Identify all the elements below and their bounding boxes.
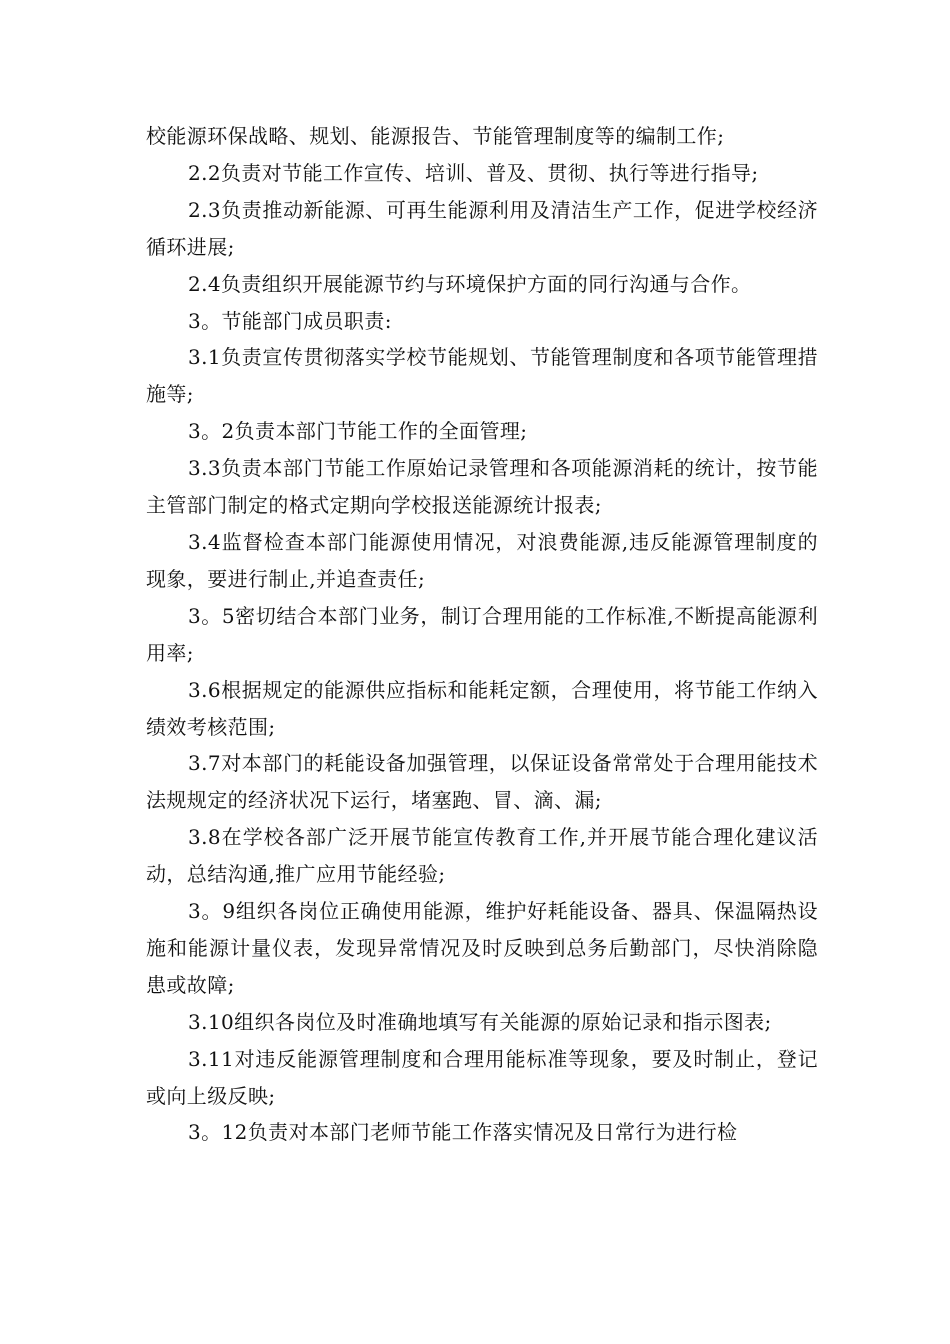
paragraph-3-12: 3。12负责对本部门老师节能工作落实情况及日常行为进行检 — [188, 1120, 738, 1145]
paragraph-2-3: 2.3负责推动新能源、可再生能源利用及清洁生产工作，促进学校经济循环进展; — [146, 197, 818, 259]
paragraph-2-4: 2.4负责组织开展能源节约与环境保护方面的同行沟通与合作。 — [188, 271, 752, 296]
section-heading-3: 3。节能部门成员职责: — [188, 308, 392, 333]
paragraph-3-11: 3.11对违反能源管理制度和合理用能标准等现象，要及时制止，登记或向上级反映; — [146, 1046, 818, 1108]
document-body — [146, 118, 818, 1151]
paragraph-3-7: 3.7对本部门的耗能设备加强管理，以保证设备常常处于合理用能技术法规规定的经济状况下运行，堵塞跑、冒、滴、漏; — [146, 751, 818, 813]
paragraph-2-2: 2.2负责对节能工作宣传、培训、普及、贯彻、执行等进行指导; — [188, 160, 759, 185]
paragraph-3-8: 3.8在学校各部广泛开展节能宣传教育工作,并开展节能合理化建议活动，总结沟通,推广应用节能经验; — [146, 825, 818, 887]
paragraph-continued-duties: 校能源环保战略、规划、能源报告、节能管理制度等的编制工作; — [146, 124, 725, 148]
paragraph-3-1: 3.1负责宣传贯彻落实学校节能规划、节能管理制度和各项节能管理措施等; — [146, 345, 818, 407]
paragraph-3-10: 3.10组织各岗位及时准确地填写有关能源的原始记录和指示图表; — [188, 1009, 772, 1034]
paragraph-3-3: 3.3负责本部门节能工作原始记录管理和各项能源消耗的统计，按节能主管部门制定的格式定期向学校报送能源统计报表; — [146, 456, 818, 518]
paragraph-3-4: 3.4监督检查本部门能源使用情况，对浪费能源,违反能源管理制度的现象，要进行制止,并追查责任; — [146, 529, 818, 591]
paragraph-3-5: 3。5密切结合本部门业务，制订合理用能的工作标准,不断提高能源利用率; — [146, 603, 818, 665]
paragraph-3-2: 3。2负责本部门节能工作的全面管理; — [188, 419, 528, 444]
paragraph-3-6: 3.6根据规定的能源供应指标和能耗定额，合理使用，将节能工作纳入绩效考核范围; — [146, 677, 818, 739]
paragraph-3-9: 3。9组织各岗位正确使用能源，维护好耗能设备、器具、保温隔热设施和能源计量仪表，发现异常情况及时反映到总务后勤部门，尽快消除隐患或故障; — [146, 899, 818, 997]
